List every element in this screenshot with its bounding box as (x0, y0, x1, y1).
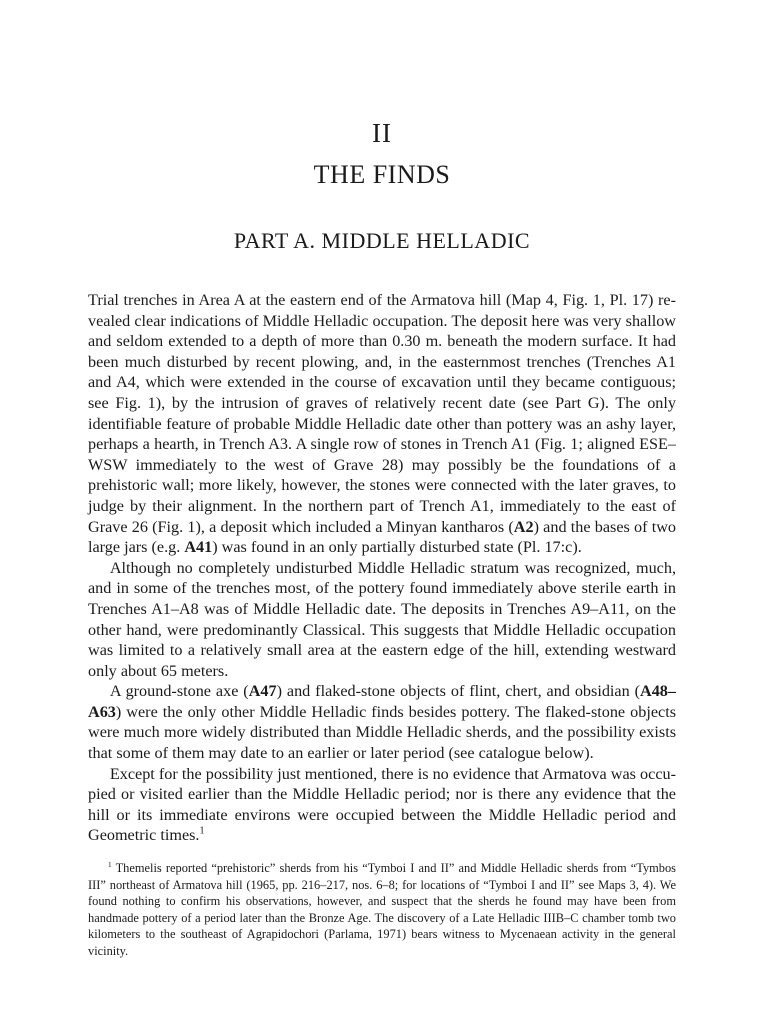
footnote-marker: 1 (107, 859, 112, 869)
footnotes (88, 860, 676, 960)
chapter-title: THE FINDS (313, 160, 451, 189)
text-run: Except for the possibility just mentioned, there is no evidence that Armatova was occupied or visited earlier than the Middle Helladic period; nor is there any evidence that the hill or its immediate environs were occupied between the Middle Helladic period and Geometric times. (88, 764, 676, 845)
catalogue-reference: A47 (248, 682, 277, 701)
footnote (88, 860, 676, 960)
part-heading: PART A. MIDDLE HELLADIC (233, 228, 531, 253)
text-run: A ground-stone axe ( (109, 682, 249, 701)
text-run: Themelis reported “prehistoric” sherds from his “Tymboi I and II” and Middle Helladic sherds from “Tymbos III” northeast of Armatova hill (1965, pp. 216–217, nos. 6–8; for locations of “Tymboi I and II” see Maps 3, 4). We found nothing to confirm his observations, however, and suspect that the sherds he found may have been from handmade pottery of a period later than the Bronze Age. The discovery of a Late Helladic IIIB–C chamber tomb two kilometers to the southeast of Agrapidochori (Parlama, 1971) bears witness to Mycenaean activity in the general vicinity. (88, 861, 676, 958)
paragraph (88, 558, 676, 682)
paragraph (88, 764, 676, 846)
catalogue-reference: A41 (184, 538, 213, 557)
paragraph (88, 681, 676, 763)
text-run: ) and flaked-stone objects of flint, chert, and obsidian ( (276, 682, 640, 701)
chapter-number: II (372, 118, 392, 148)
footnote-marker: 1 (199, 826, 205, 838)
text-run: ) was found in an only partially disturbed state (Pl. 17:c). (212, 538, 582, 557)
text-run: Trial trenches in Area A at the eastern end of the Armatova hill (Map 4, Fig. 1, Pl. 17) revealed clear indications of Middle Helladic occupation. The deposit here was very shallow and seldom extended to a depth of more than 0.30 m. beneath the modern surface. It had been much disturbed by recent plowing, and, in the easternmost trenches (Trenches A1 and A4, which were extended in the course of excavation until they became contiguous; see Fig. 1), by the intrusion of graves of relatively recent date (see Part G). The only identifiable feature of probable Middle Helladic date other than pottery was an ashy layer, perhaps a hearth, in Trench A3. A single row of stones in Trench A1 (Fig. 1; aligned ESE–WSW immediately to the west of Grave 28) may possibly be the foundations of a prehistoric wall; more likely, however, the stones were connected with the later graves, to judge by their alignment. In the northern part of Trench A1, immediately to the east of Grave 26 (Fig. 1), a deposit which included a Minyan kantharos ( (88, 291, 676, 536)
text-run: ) were the only other Middle Helladic finds besides pottery. The flaked-stone objects were much more widely distributed than Middle Helladic sherds, and the possibility exists that some of them may date to an earlier or later period (see catalogue below). (88, 702, 676, 763)
text-run: ) and the bases of two large jars (e.g. (88, 517, 676, 557)
document-page (88, 0, 676, 1024)
paragraph (88, 290, 676, 558)
text-run: Although no completely undisturbed Middle Helladic stratum was recognized, much, and in some of the trenches most, of the pottery found immediately above sterile earth in Trenches A1–A8 was of Middle Helladic date. The deposits in Trenches A9–A11, on the other hand, were predominantly Classical. This suggests that Middle Helladic occupation was limited to a relatively small area at the eastern edge of the hill, extending westward only about 65 meters. (88, 558, 676, 680)
body-text (88, 290, 676, 846)
catalogue-reference: A2 (513, 517, 534, 536)
catalogue-reference: A48–A63 (88, 682, 676, 721)
